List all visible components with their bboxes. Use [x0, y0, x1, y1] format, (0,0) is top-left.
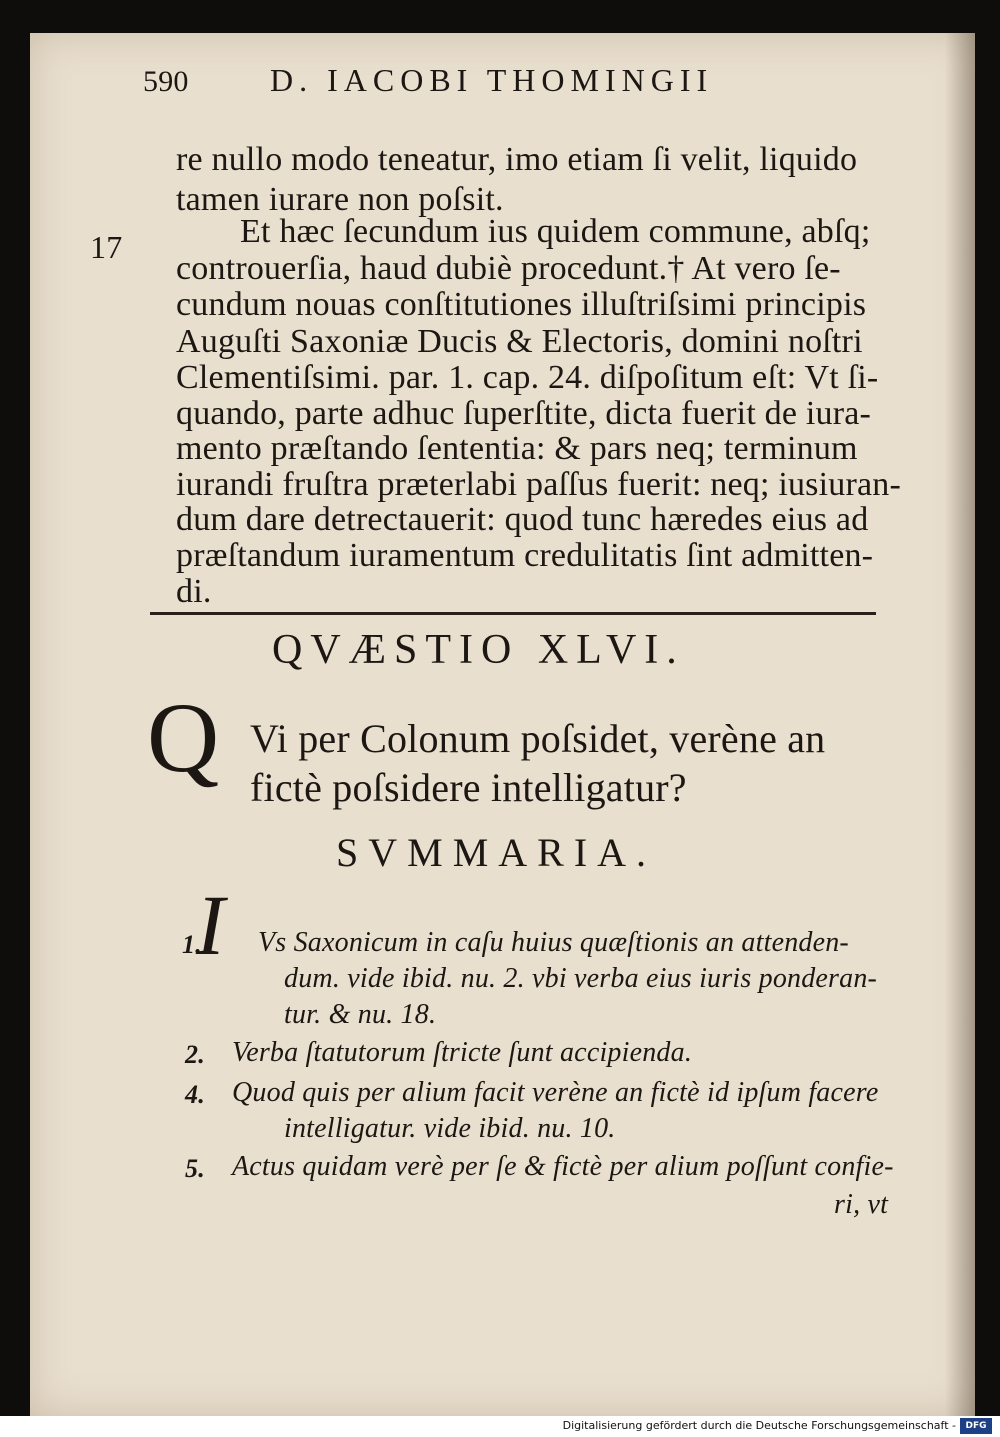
- question-line: fictè poſsidere intelligatur?: [250, 765, 687, 810]
- footer-credit: Digitalisierung gefördert durch die Deutsche Forschungsgemeinschaft -: [562, 1419, 956, 1432]
- body-line: quando, parte adhuc ſuperſtite, dicta fuerit de iura-: [176, 395, 872, 432]
- summary-line: Verba ſtatutorum ſtricte ſunt accipienda.: [232, 1037, 693, 1068]
- body-line: Clementiſsimi. par. 1. cap. 24. diſpoſitum eſt: Vt ſi-: [176, 359, 879, 396]
- summary-line: intelligatur. vide ibid. nu. 10.: [284, 1113, 616, 1144]
- body-line: præſtandum iuramentum credulitatis ſint admitten-: [176, 537, 874, 574]
- question-title: QVÆSTIO XLVI.: [272, 627, 685, 673]
- drop-cap: Q: [147, 682, 220, 793]
- body-line: Auguſti Saxoniæ Ducis & Electoris, domini noſtri: [176, 323, 863, 360]
- summary-line: tur. & nu. 18.: [284, 999, 437, 1030]
- running-title: D. IACOBI THOMINGII: [270, 62, 714, 98]
- summary-number: 2.: [185, 1040, 205, 1069]
- footer-bar: [0, 1416, 1000, 1437]
- summary-number: 1.: [182, 930, 202, 959]
- summary-line: Vs Saxonicum in caſu huius quæſtionis an attenden-: [258, 927, 849, 958]
- body-line: cundum nouas conſtitutiones illuſtriſsimi principis: [176, 286, 867, 323]
- summary-initial: I: [196, 877, 225, 973]
- section-rule: [150, 612, 876, 615]
- dfg-logo: DFG: [960, 1418, 992, 1434]
- summary-number: 5.: [185, 1154, 205, 1183]
- margin-number: 17: [90, 229, 123, 265]
- summary-line: Actus quidam verè per ſe & fictè per alium poſſunt confie-: [232, 1151, 894, 1182]
- body-line: mento præſtando ſententia: & pars neq; terminum: [176, 430, 858, 467]
- body-line: iurandi fruſtra præterlabi paſſus fuerit: neq; iusiuran-: [176, 466, 901, 503]
- question-line: Vi per Colonum poſsidet, verène an: [250, 716, 826, 761]
- body-line: tamen iurare non poſsit.: [176, 181, 504, 218]
- page-number: 590: [143, 65, 189, 98]
- body-line: re nullo modo teneatur, imo etiam ſi velit, liquido: [176, 141, 858, 178]
- body-line: Et hæc ſecundum ius quidem commune, abſq;: [240, 213, 871, 250]
- summary-line: Quod quis per alium facit verène an fictè id ipſum facere: [232, 1077, 879, 1108]
- summary-line: ri, vt: [834, 1189, 889, 1220]
- body-line: dum dare detrectauerit: quod tunc hæredes eius ad: [176, 501, 869, 538]
- summaria-title: SVMMARIA.: [336, 830, 657, 875]
- page-spine-shadow: [945, 33, 975, 1416]
- summary-line: dum. vide ibid. nu. 2. vbi verba eius iuris ponderan-: [284, 963, 878, 994]
- body-line: controuerſia, haud dubiè procedunt.† At vero ſe-: [176, 250, 841, 287]
- body-line: di.: [176, 573, 212, 610]
- summary-number: 4.: [185, 1080, 205, 1109]
